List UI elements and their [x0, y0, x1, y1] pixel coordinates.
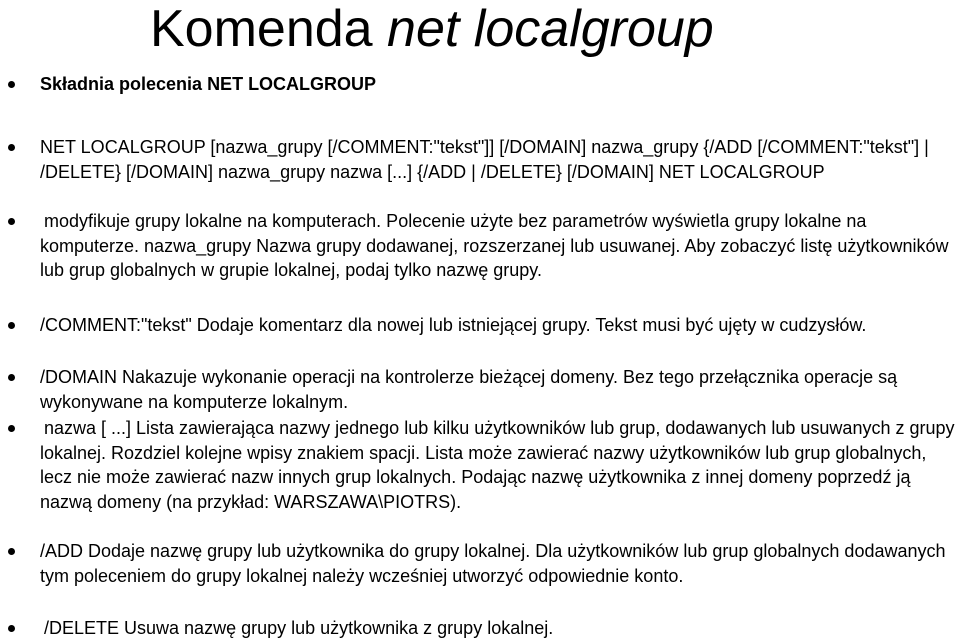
title-plain-text: Komenda [150, 0, 388, 58]
bullet-item-domain [40, 365, 958, 414]
bullet-item-delete [40, 616, 958, 641]
bullet-dot-icon [8, 322, 15, 329]
bullet-text: nazwa [ ...] Lista zawierająca nazwy jednego lub kilku użytkowników lub grup, dodawanych lub usuwanych z grupy lokalnej. Rozdziel kolejne wpisy znakiem spacji. Lista może zawierać nazwy użytkowników lub grup globalnych, lecz nie może zawierać nazw innych grup lokalnych. Podając nazwę użytkownika z innej domeny poprzedź ją nazwą domeny (na przykład: WARSZAWA\PIOTRS). [40, 418, 955, 512]
title-italic-text: net localgroup [387, 0, 714, 58]
slide-title [150, 0, 714, 60]
bullet-dot-icon [8, 374, 15, 381]
bullet-text: /DOMAIN Nakazuje wykonanie operacji na kontrolerze bieżącej domeny. Bez tego przełącznika operacje są wykonywane na komputerze lokalnym. [40, 367, 898, 412]
bullet-text: NET LOCALGROUP [nazwa_grupy [/COMMENT:"tekst"]] [/DOMAIN] nazwa_grupy {/ADD [/COMMENT:"tekst"] | /DELETE} [/DOMAIN] nazwa_grupy nazwa [...] {/ADD | /DELETE} [/DOMAIN] NET LOCALGROUP [40, 137, 929, 182]
bullet-item-add [40, 539, 958, 588]
bullet-text: /DELETE Usuwa nazwę grupy lub użytkownika z grupy lokalnej. [44, 618, 554, 638]
bullet-text: /COMMENT:"tekst" Dodaje komentarz dla nowej lub istniejącej grupy. Tekst musi być ujęty w cudzysłów. [40, 315, 867, 335]
bullet-item-syntax-heading [40, 72, 958, 97]
bullet-dot-icon [8, 425, 15, 432]
bullet-item-names [40, 416, 958, 514]
bullet-item-description [40, 209, 958, 283]
bullet-text: /ADD Dodaje nazwę grupy lub użytkownika do grupy lokalnej. Dla użytkowników lub grup globalnych dodawanych tym poleceniem do grupy lokalnej należy wcześniej utworzyć odpowiednie konto. [40, 541, 946, 586]
bullet-text: Składnia polecenia NET LOCALGROUP [40, 74, 377, 94]
bullet-text: modyfikuje grupy lokalne na komputerach. Polecenie użyte bez parametrów wyświetla grupy lokalne na komputerze. nazwa_grupy Nazwa grupy dodawanej, rozszerzanej lub usuwanej. Aby zobaczyć listę użytkowników lub grup globalnych w grupie lokalnej, podaj tylko nazwę grupy. [40, 211, 949, 280]
bullet-dot-icon [8, 81, 15, 88]
bullet-item-syntax [40, 135, 958, 184]
bullet-item-comment [40, 313, 958, 338]
bullet-dot-icon [8, 144, 15, 151]
bullet-dot-icon [8, 548, 15, 555]
bullet-dot-icon [8, 625, 15, 632]
bullet-dot-icon [8, 218, 15, 225]
